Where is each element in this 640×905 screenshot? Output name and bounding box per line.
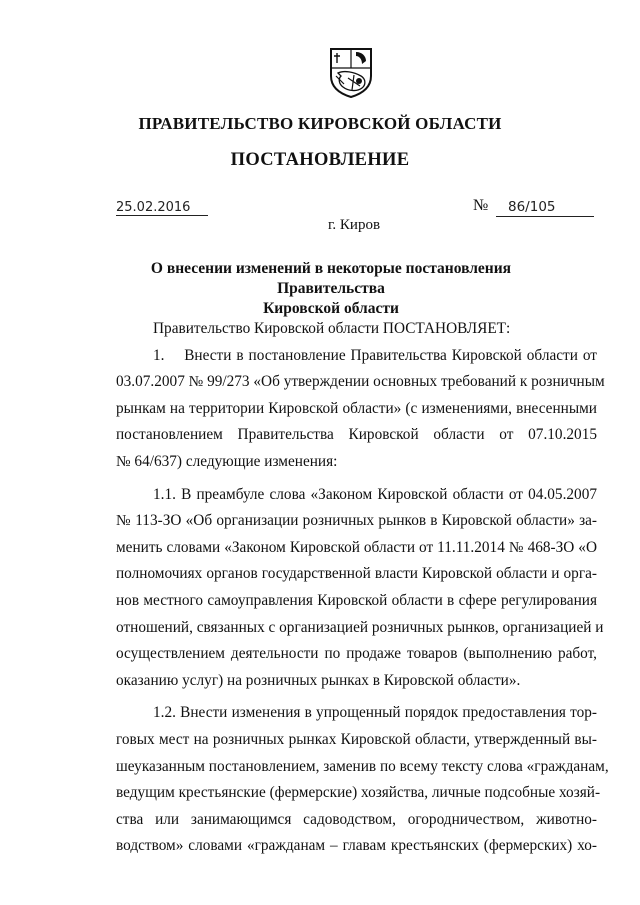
body-line: Правительство Кировской области ПОСТАНОВЛЯЕТ: [153, 320, 511, 337]
date-value: 25.02.2016 [116, 200, 208, 216]
body-line: рынкам на территории Кировской области» (с изменениями, внесенными [116, 399, 597, 417]
body-line: ведущим крестьянские (фермерские) хозяйства, личные подсобные хозяй- [116, 784, 601, 802]
body-line: 1. Внести в постановление Правительства Кировской области от [153, 346, 597, 364]
body-line: говых мест на розничных рынках Кировской области, утвержденный вы- [116, 730, 597, 748]
body-line: отношений, связанных с организацией розничных рынков, организацией и [116, 618, 604, 636]
coat-of-arms-icon [328, 46, 374, 98]
body-line: № 64/637) следующие изменения: [116, 452, 338, 470]
title-line-2: Кировской области [263, 300, 399, 317]
document-title [110, 259, 552, 319]
body-line: нов местного самоуправления Кировской области в сфере регулирования [116, 591, 597, 609]
body-line: 03.07.2007 № 99/273 «Об утверждении основных требований к розничным [116, 373, 605, 391]
body-line: ства или занимающимся садоводством, огородничеством, животно- [116, 810, 597, 828]
body-line: 1.1. В преамбуле слова «Законом Кировской области от 04.05.2007 [153, 485, 597, 503]
body-line: менить словами «Законом Кировской области от 11.11.2014 № 468-ЗО «О [116, 538, 597, 556]
body-line: полномочиях органов государственной власти Кировской области и орга- [116, 565, 597, 583]
body-line: оказанию услуг) на розничных рынках в Кировской области». [116, 671, 521, 689]
document-body [116, 316, 609, 860]
body-line: осуществлением деятельности по продаже товаров (выполнению работ, [116, 645, 597, 663]
body-line: № 113-ЗО «Об организации розничных рынков в Кировской области» за- [116, 512, 597, 530]
document-number: 86/105 [496, 199, 594, 217]
city: г. Киров [327, 217, 381, 233]
number-label: № [473, 197, 489, 214]
body-line: 1.2. Внести изменения в упрощенный порядок предоставления тор- [153, 704, 597, 722]
body-line: постановлением Правительства Кировской области от 07.10.2015 [116, 426, 597, 444]
body-line: водством» словами «гражданам – главам крестьянских (фермерских) хо- [116, 837, 597, 855]
body-line: шеуказанным постановлением, заменив по всему тексту слова «гражданам, [116, 757, 609, 775]
title-line-1: О внесении изменений в некоторые постановления Правительства [150, 260, 512, 297]
government-name: ПРАВИТЕЛЬСТВО КИРОВСКОЙ ОБЛАСТИ [138, 114, 502, 133]
document-type: ПОСТАНОВЛЕНИЕ [230, 150, 410, 170]
